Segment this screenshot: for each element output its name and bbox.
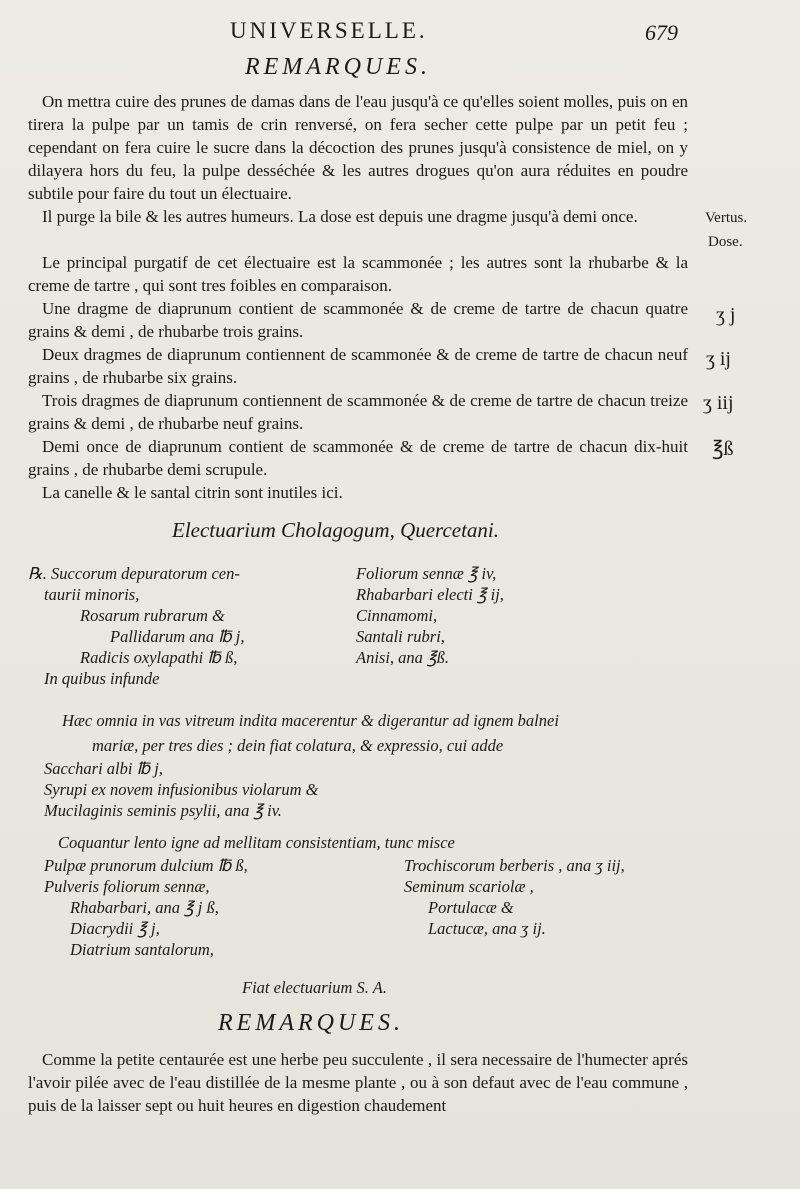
page-number: 679 [645, 20, 678, 45]
remarks-body-1 [28, 90, 688, 504]
infusion-line-2: mariæ, per tres dies ; dein fiat colatura, & expressio, cui adde [92, 736, 504, 755]
ingredient: Rosarum rubrarum & [80, 606, 225, 625]
remarks-body-2 [28, 1048, 688, 1117]
dose-mark-three: ʒ iij [703, 392, 734, 414]
running-title: UNIVERSELLE. [230, 18, 428, 43]
sugar-block [44, 758, 319, 821]
ingredient: Rhabarbari, ana ℥ j ß, [70, 898, 219, 917]
coquantur-line: Coquantur lento igne ad mellitam consistentiam, tunc misce [58, 833, 455, 852]
formula-column-2 [356, 563, 504, 668]
ingredient: Santali rubri, [356, 627, 445, 646]
margin-note-dose: Dose. [708, 234, 743, 250]
paragraph-canelle: La canelle & le santal citrin sont inutiles ici. [42, 483, 343, 502]
ingredient: taurii minoris, [44, 585, 140, 604]
ingredient: Sacchari albi ℔ j, [44, 759, 163, 778]
ingredient: Radicis oxylapathi ℔ ß, [80, 648, 238, 667]
paragraph-two-dragmes: Deux dragmes de diaprunum contiennent de scammonée & de creme de tartre de chacun neuf grains , de rhubarbe six grains. [28, 345, 688, 387]
formula-column-1 [28, 563, 245, 689]
ingredient: Syrupi ex novem infusionibus violarum & [44, 780, 319, 799]
remarks-heading-2: REMARQUES. [218, 1010, 404, 1036]
ingredient: Trochiscorum berberis , ana ʒ iij, [404, 856, 625, 875]
paragraph-one-dragme: Une dragme de diaprunum contient de scammonée & de creme de tartre de chacun quatre grains & demi , de rhubarbe trois grains. [28, 299, 688, 341]
infusion-line-1: Hæc omnia in vas vitreum indita macerentur & digerantur ad ignem balnei [62, 711, 559, 730]
ingredient: Portulacæ & [428, 898, 514, 917]
formula-title: Electuarium Cholagogum, Quercetani. [172, 518, 500, 542]
formula-column-4 [404, 855, 625, 939]
ingredient: Anisi, ana ℥ß. [356, 648, 449, 667]
formula-column-3 [44, 855, 248, 960]
ingredient: Pulveris foliorum sennæ, [44, 877, 210, 896]
remarks-heading-1: REMARQUES. [245, 54, 431, 80]
ingredient: Cinnamomi, [356, 606, 438, 625]
ingredient: Mucilaginis seminis psylii, ana ℥ iv. [44, 801, 282, 820]
margin-note-vertus: Vertus. [705, 210, 748, 226]
paragraph-centauree: Comme la petite centaurée est une herbe peu succulente , il sera necessaire de l'humecter aprés l'avoir pilée avec de l'eau distillée de la mesme plante , ou à son defaut avec de l'eau commune , puis de la laisser sept ou huit heures en digestion chaudement [28, 1050, 688, 1115]
dose-mark-two: ʒ ij [706, 348, 731, 370]
dose-mark-half-ounce: ℥ß [712, 438, 734, 460]
paragraph-virtues-dose: Il purge la bile & les autres humeurs. La dose est depuis une dragme jusqu'à demi once. [42, 207, 638, 226]
fiat-line: Fiat electuarium S. A. [242, 978, 387, 997]
ingredient: Diacrydii ℥ j, [70, 919, 160, 938]
paragraph-three-dragmes: Trois dragmes de diaprunum contiennent de scammonée & de creme de tartre de chacun treize grains & demi , de rhubarbe neuf grains. [28, 391, 688, 433]
running-head [0, 18, 800, 48]
paragraph-half-ounce: Demi once de diaprunum contient de scammonée & de creme de tartre de chacun dix-huit grains , de rhubarbe demi scrupule. [28, 437, 688, 479]
ingredient: Rhabarbari electi ℥ ij, [356, 585, 504, 604]
ingredient: In quibus infunde [44, 669, 160, 688]
ingredient: ℞. Succorum depuratorum cen- [28, 564, 240, 583]
paragraph-preparation: On mettra cuire des prunes de damas dans de l'eau jusqu'à ce qu'elles soient molles, puis on en tirera la pulpe par un tamis de crin renversé, on fera secher cette pulpe par un petit feu ; cependant on fera cuire le sucre dans la décoction des prunes jusqu'à consistence de miel, on y dilayera hors du feu, la pulpe desséchée & les autres drogues qu'on aura réduites en poudre subtile pour faire du tout un électuaire. [28, 92, 688, 203]
ingredient: Lactucæ, ana ʒ ij. [428, 919, 546, 938]
ingredient: Pulpæ prunorum dulcium ℔ ß, [44, 856, 248, 875]
dose-mark-one: ʒ j [716, 304, 736, 326]
ingredient: Foliorum sennæ ℥ iv, [356, 564, 497, 583]
ingredient: Pallidarum ana ℔ j, [110, 627, 245, 646]
ingredient: Diatrium santalorum, [70, 940, 214, 959]
ingredient: Seminum scariolæ , [404, 877, 534, 896]
paragraph-principal-purgative: Le principal purgatif de cet électuaire est la scammonée ; les autres sont la rhubarbe & la creme de tartre , qui sont tres foibles en comparaison. [28, 253, 688, 295]
